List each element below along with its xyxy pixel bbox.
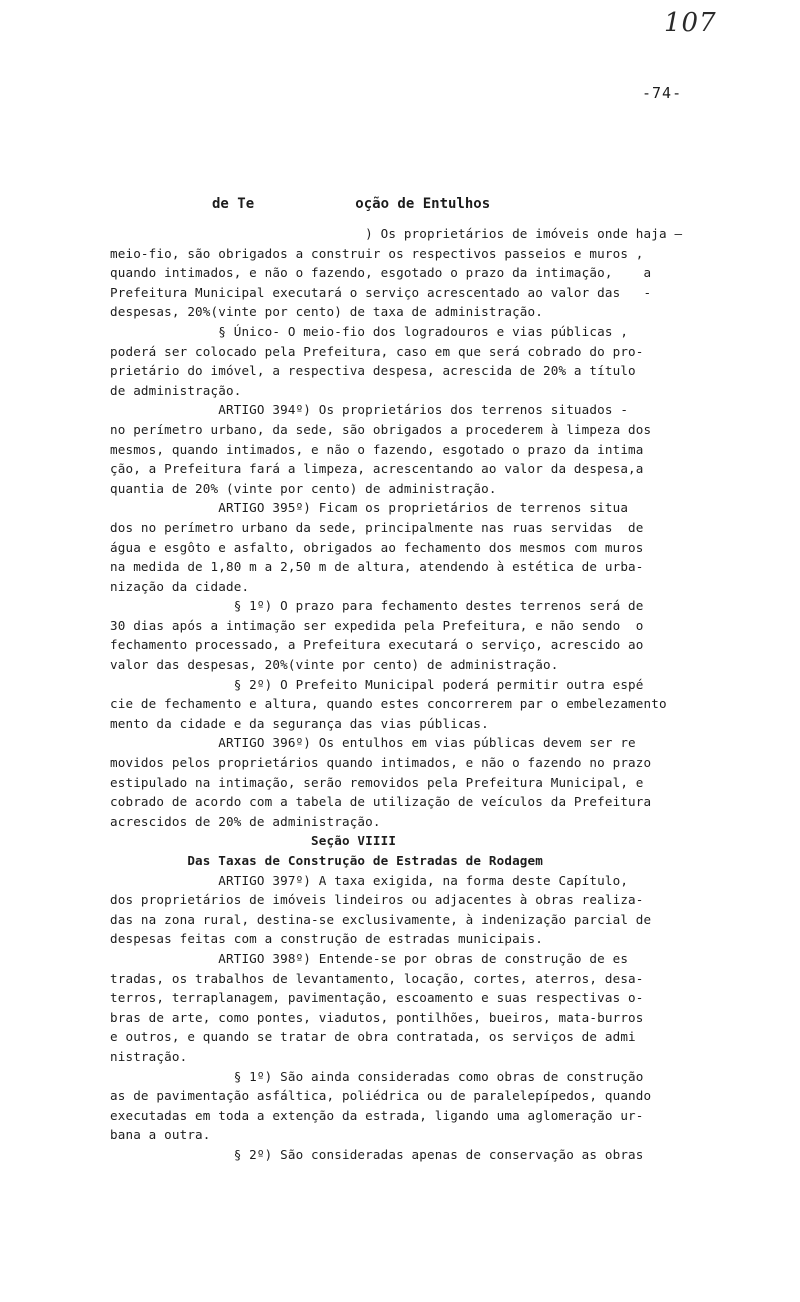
text-line: água e esgôto e asfalto, obrigados ao fechamento dos mesmos com muros <box>110 539 644 555</box>
text-line: terros, terraplanagem, pavimentação, escoamento e suas respectivas o- <box>110 990 644 1006</box>
text-line: de administração. <box>110 382 242 398</box>
text-line: quando intimados, e não o fazendo, esgotado o prazo da intimação, a <box>110 265 652 281</box>
text-line: as de pavimentação asfáltica, poliédrica ou de paralelepípedos, quando <box>110 1088 652 1104</box>
document-body <box>110 224 772 1165</box>
text-line: § 1º) O prazo para fechamento destes terrenos será de <box>110 598 644 614</box>
text-line: poderá ser colocado pela Prefeitura, caso em que será cobrado do pro- <box>110 343 644 359</box>
text-line: prietário do imóvel, a respectiva despesa, acrescida de 20% a título <box>110 363 636 379</box>
text-line: ARTIGO 394º) Os proprietários dos terrenos situados - <box>110 402 629 418</box>
text-line: acrescidos de 20% de administração. <box>110 813 381 829</box>
text-line: valor das despesas, 20%(vinte por cento) de administração. <box>110 657 559 673</box>
text-line: estipulado na intimação, serão removidos pela Prefeitura Municipal, e <box>110 774 644 790</box>
text-line: ) Os proprietários de imóveis onde haja — <box>110 226 683 241</box>
text-line: despesas feitas com a construção de estradas municipais. <box>110 931 543 947</box>
section-heading: de Te oção de Entulhos <box>212 196 491 212</box>
text-line: despesas, 20%(vinte por cento) de taxa de administração. <box>110 304 543 320</box>
text-line: § 2º) São consideradas apenas de conservação as obras <box>110 1146 644 1162</box>
text-line: § 1º) São ainda consideradas como obras de construção <box>110 1068 644 1084</box>
text-line: ARTIGO 398º) Entende-se por obras de construção de es <box>110 950 629 966</box>
text-line: meio-fio, são obrigados a construir os respectivos passeios e muros , <box>110 245 644 261</box>
text-line: ARTIGO 395º) Ficam os proprietários de terrenos situa <box>110 500 629 516</box>
text-line: § Único- O meio-fio dos logradouros e vias públicas , <box>110 323 629 339</box>
text-line: movidos pelos proprietários quando intimados, e não o fazendo no prazo <box>110 755 652 771</box>
text-line: nistração. <box>110 1048 188 1064</box>
text-line: das na zona rural, destina-se exclusivamente, à indenização parcial de <box>110 911 652 927</box>
text-line: tradas, os trabalhos de levantamento, locação, cortes, aterros, desa- <box>110 970 644 986</box>
text-line: dos proprietários de imóveis lindeiros ou adjacentes à obras realiza- <box>110 892 644 908</box>
text-line: executadas em toda a extenção da estrada, ligando uma aglomeração ur- <box>110 1107 644 1123</box>
text-line: nização da cidade. <box>110 578 250 594</box>
text-line: mesmos, quando intimados, e não o fazendo, esgotado o prazo da intima <box>110 441 644 457</box>
text-line: e outros, e quando se tratar de obra contratada, os serviços de admi <box>110 1029 636 1045</box>
text-line: Prefeitura Municipal executará o serviço acrescentado ao valor das - <box>110 284 652 300</box>
text-line: mento da cidade e da segurança das vias públicas. <box>110 715 489 731</box>
text-line: fechamento processado, a Prefeitura executará o serviço, acrescido ao <box>110 637 644 653</box>
text-line: Seção VIIII <box>110 833 397 849</box>
text-line: bana a outra. <box>110 1127 211 1143</box>
text-line: Das Taxas de Construção de Estradas de Rodagem <box>110 853 543 868</box>
text-line: § 2º) O Prefeito Municipal poderá permitir outra espé <box>110 676 644 692</box>
text-line: bras de arte, como pontes, viadutos, pontilhões, bueiros, mata-burros <box>110 1009 644 1025</box>
handwritten-page-stamp: 107 <box>664 8 717 38</box>
text-line: cie de fechamento e altura, quando estes concorrerem par o embelezamento <box>110 696 667 712</box>
text-line: ção, a Prefeitura fará a limpeza, acrescentando ao valor da despesa,a <box>110 461 644 477</box>
text-line: 30 dias após a intimação ser expedida pela Prefeitura, e não sendo o <box>110 617 644 633</box>
text-line: na medida de 1,80 m a 2,50 m de altura, atendendo à estética de urba- <box>110 559 644 575</box>
text-line: ARTIGO 397º) A taxa exigida, na forma deste Capítulo, <box>110 872 629 888</box>
text-line: dos no perímetro urbano da sede, principalmente nas ruas servidas de <box>110 519 644 535</box>
page-number: -74- <box>642 84 683 102</box>
text-line: quantia de 20% (vinte por cento) de administração. <box>110 480 497 496</box>
text-line: ARTIGO 396º) Os entulhos em vias públicas devem ser re <box>110 735 636 751</box>
text-line: cobrado de acordo com a tabela de utilização de veículos da Prefeitura <box>110 794 652 810</box>
text-line: no perímetro urbano, da sede, são obrigados a procederem à limpeza dos <box>110 421 652 437</box>
